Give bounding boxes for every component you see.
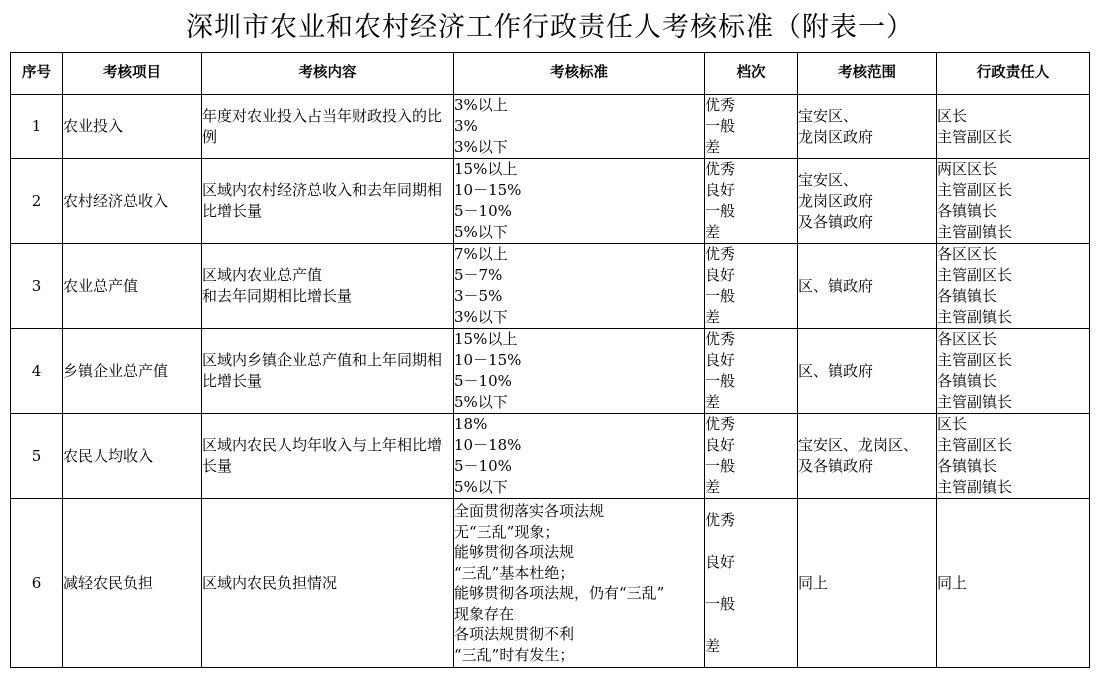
standard-line: 15%以上 <box>454 330 518 348</box>
table-row <box>11 329 1090 414</box>
row-scope <box>798 329 937 414</box>
header-cell-num: 序号 <box>11 53 63 95</box>
row-item: 农业投入 <box>63 95 202 159</box>
grade-line: 一般 <box>705 287 736 305</box>
grade-line: 差 <box>705 478 721 496</box>
scope-line: 同上 <box>798 573 829 592</box>
standard-line: 5－10% <box>454 202 512 220</box>
row-standard <box>454 244 705 329</box>
standard-line: 10－15% <box>454 181 522 199</box>
row-content: 区域内农村经济总收入和去年同期相比增长量 <box>202 159 454 244</box>
grade-line: 优秀 <box>705 510 736 529</box>
row-responsible <box>937 414 1090 499</box>
grade-line: 一般 <box>705 202 736 220</box>
grade-line: 良好 <box>705 436 736 454</box>
scope-line: 龙岗区政府 <box>798 127 874 146</box>
assessment-table <box>10 52 1090 668</box>
row-grade <box>705 95 798 159</box>
scope-line: 及各镇政府 <box>798 212 874 231</box>
row-grade <box>705 499 798 668</box>
standard-line: 能够贯彻各项法规，仍有“三乱” <box>454 584 665 602</box>
responsible-line: 主管副区长 <box>937 436 1013 454</box>
row-scope <box>798 414 937 499</box>
row-responsible <box>937 95 1090 159</box>
table-row <box>11 244 1090 329</box>
page-title: 深圳市农业和农村经济工作行政责任人考核标准（附表一） <box>186 12 914 43</box>
row-responsible <box>937 499 1090 668</box>
responsible-line: 各镇镇长 <box>937 202 998 220</box>
row-number: 3 <box>11 244 63 329</box>
standard-line: 各项法规贯彻不利 <box>454 625 575 643</box>
row-item: 乡镇企业总产值 <box>63 329 202 414</box>
row-standard <box>454 95 705 159</box>
responsible-line: 区长 <box>937 415 968 433</box>
row-grade <box>705 414 798 499</box>
grade-line: 差 <box>705 223 721 241</box>
responsible-line: 两区区长 <box>937 160 998 178</box>
standard-line: 无“三乱”现象； <box>454 522 560 541</box>
standard-line: 5－7% <box>454 266 503 284</box>
grade-line: 良好 <box>705 266 736 284</box>
standard-line: 3－5% <box>454 287 503 305</box>
grade-line: 优秀 <box>705 96 736 114</box>
scope-line: 区、镇政府 <box>798 361 874 380</box>
responsible-line: 各镇镇长 <box>937 457 998 475</box>
responsible-line: 各区区长 <box>937 245 998 263</box>
header-cell-responsible: 行政责任人 <box>937 53 1090 95</box>
row-standard <box>454 159 705 244</box>
row-content: 年度对农业投入占当年财政投入的比例 <box>202 95 454 159</box>
grade-line: 差 <box>705 393 721 411</box>
grade-line: 优秀 <box>705 415 736 433</box>
standard-line: 18% <box>454 415 488 433</box>
header-cell-content: 考核内容 <box>202 53 454 95</box>
grade-line: 优秀 <box>705 160 736 178</box>
standard-line: “三乱”时有发生； <box>454 645 575 664</box>
scope-line: 宝安区、龙岗区、 <box>798 436 919 454</box>
row-item: 农业总产值 <box>63 244 202 329</box>
row-scope <box>798 499 937 668</box>
responsible-line: 主管副镇长 <box>937 308 1013 326</box>
standard-line: 3% <box>454 117 478 135</box>
row-number: 4 <box>11 329 63 414</box>
grade-line: 良好 <box>705 181 736 199</box>
standard-line: 现象存在 <box>454 604 515 623</box>
row-grade <box>705 329 798 414</box>
row-grade <box>705 159 798 244</box>
standard-line: “三乱”基本杜绝； <box>454 563 575 582</box>
responsible-line: 区长 <box>937 106 968 125</box>
row-scope <box>798 159 937 244</box>
standard-line: 3%以下 <box>454 138 508 156</box>
row-content <box>202 244 454 329</box>
standard-line: 全面贯彻落实各项法规 <box>454 502 605 520</box>
standard-line: 5%以下 <box>454 223 508 241</box>
content-line: 和去年同期相比增长量 <box>202 287 353 305</box>
row-number: 2 <box>11 159 63 244</box>
scope-line: 龙岗区政府 <box>798 191 874 210</box>
row-content: 区域内乡镇企业总产值和上年同期相比增长量 <box>202 329 454 414</box>
responsible-line: 同上 <box>937 573 968 592</box>
responsible-line: 主管副镇长 <box>937 223 1013 241</box>
standard-line: 3%以下 <box>454 308 508 326</box>
responsible-line: 主管副区长 <box>937 351 1013 369</box>
responsible-line: 主管副镇长 <box>937 393 1013 411</box>
header-cell-standard: 考核标准 <box>454 53 705 95</box>
scope-line: 宝安区、 <box>798 106 859 125</box>
standard-line: 5－10% <box>454 457 512 475</box>
row-standard <box>454 414 705 499</box>
row-content: 区域内农民负担情况 <box>202 499 454 668</box>
standard-line: 5－10% <box>454 372 512 390</box>
header-cell-item: 考核项目 <box>63 53 202 95</box>
row-item: 减轻农民负担 <box>63 499 202 668</box>
grade-line: 差 <box>705 636 721 655</box>
responsible-line: 主管副区长 <box>937 266 1013 284</box>
grade-line: 优秀 <box>705 245 736 263</box>
standard-line: 5%以下 <box>454 478 508 496</box>
standard-line: 10－18% <box>454 436 522 454</box>
content-line: 区域内农业总产值 <box>202 266 323 284</box>
header-cell-scope: 考核范围 <box>798 53 937 95</box>
scope-line: 及各镇政府 <box>798 457 874 475</box>
scope-line: 区、镇政府 <box>798 276 874 295</box>
grade-line: 优秀 <box>705 330 736 348</box>
row-responsible <box>937 244 1090 329</box>
grade-line: 良好 <box>705 351 736 369</box>
standard-line: 10－15% <box>454 351 522 369</box>
grade-line: 一般 <box>705 372 736 390</box>
responsible-line: 主管副镇长 <box>937 478 1013 496</box>
header-row <box>11 53 1090 95</box>
row-content: 区域内农民人均年收入与上年相比增长量 <box>202 414 454 499</box>
table-row <box>11 159 1090 244</box>
grade-line: 差 <box>705 138 721 156</box>
row-grade <box>705 244 798 329</box>
responsible-line: 主管副区长 <box>937 181 1013 199</box>
responsible-line: 各镇镇长 <box>937 372 998 390</box>
header-cell-grade: 档次 <box>705 53 798 95</box>
row-item: 农民人均收入 <box>63 414 202 499</box>
row-standard <box>454 329 705 414</box>
scope-line: 宝安区、 <box>798 170 859 189</box>
responsible-line: 各区区长 <box>937 330 998 348</box>
table-row <box>11 499 1090 668</box>
responsible-line: 主管副区长 <box>937 127 1013 146</box>
grade-line: 良好 <box>705 552 736 571</box>
row-scope <box>798 95 937 159</box>
grade-line: 一般 <box>705 117 736 135</box>
grade-line: 一般 <box>705 457 736 475</box>
row-responsible <box>937 329 1090 414</box>
standard-line: 3%以上 <box>454 96 508 114</box>
table-row <box>11 414 1090 499</box>
standard-line: 5%以下 <box>454 393 508 411</box>
row-scope <box>798 244 937 329</box>
row-number: 1 <box>11 95 63 159</box>
standard-line: 7%以上 <box>454 245 508 263</box>
row-number: 6 <box>11 499 63 668</box>
grade-line: 一般 <box>705 594 736 613</box>
grade-line: 差 <box>705 308 721 326</box>
row-responsible <box>937 159 1090 244</box>
row-item: 农村经济总收入 <box>63 159 202 244</box>
table-row <box>11 95 1090 159</box>
standard-line: 15%以上 <box>454 160 518 178</box>
row-standard <box>454 499 705 668</box>
responsible-line: 各镇镇长 <box>937 287 998 305</box>
standard-line: 能够贯彻各项法规 <box>454 543 575 561</box>
row-number: 5 <box>11 414 63 499</box>
